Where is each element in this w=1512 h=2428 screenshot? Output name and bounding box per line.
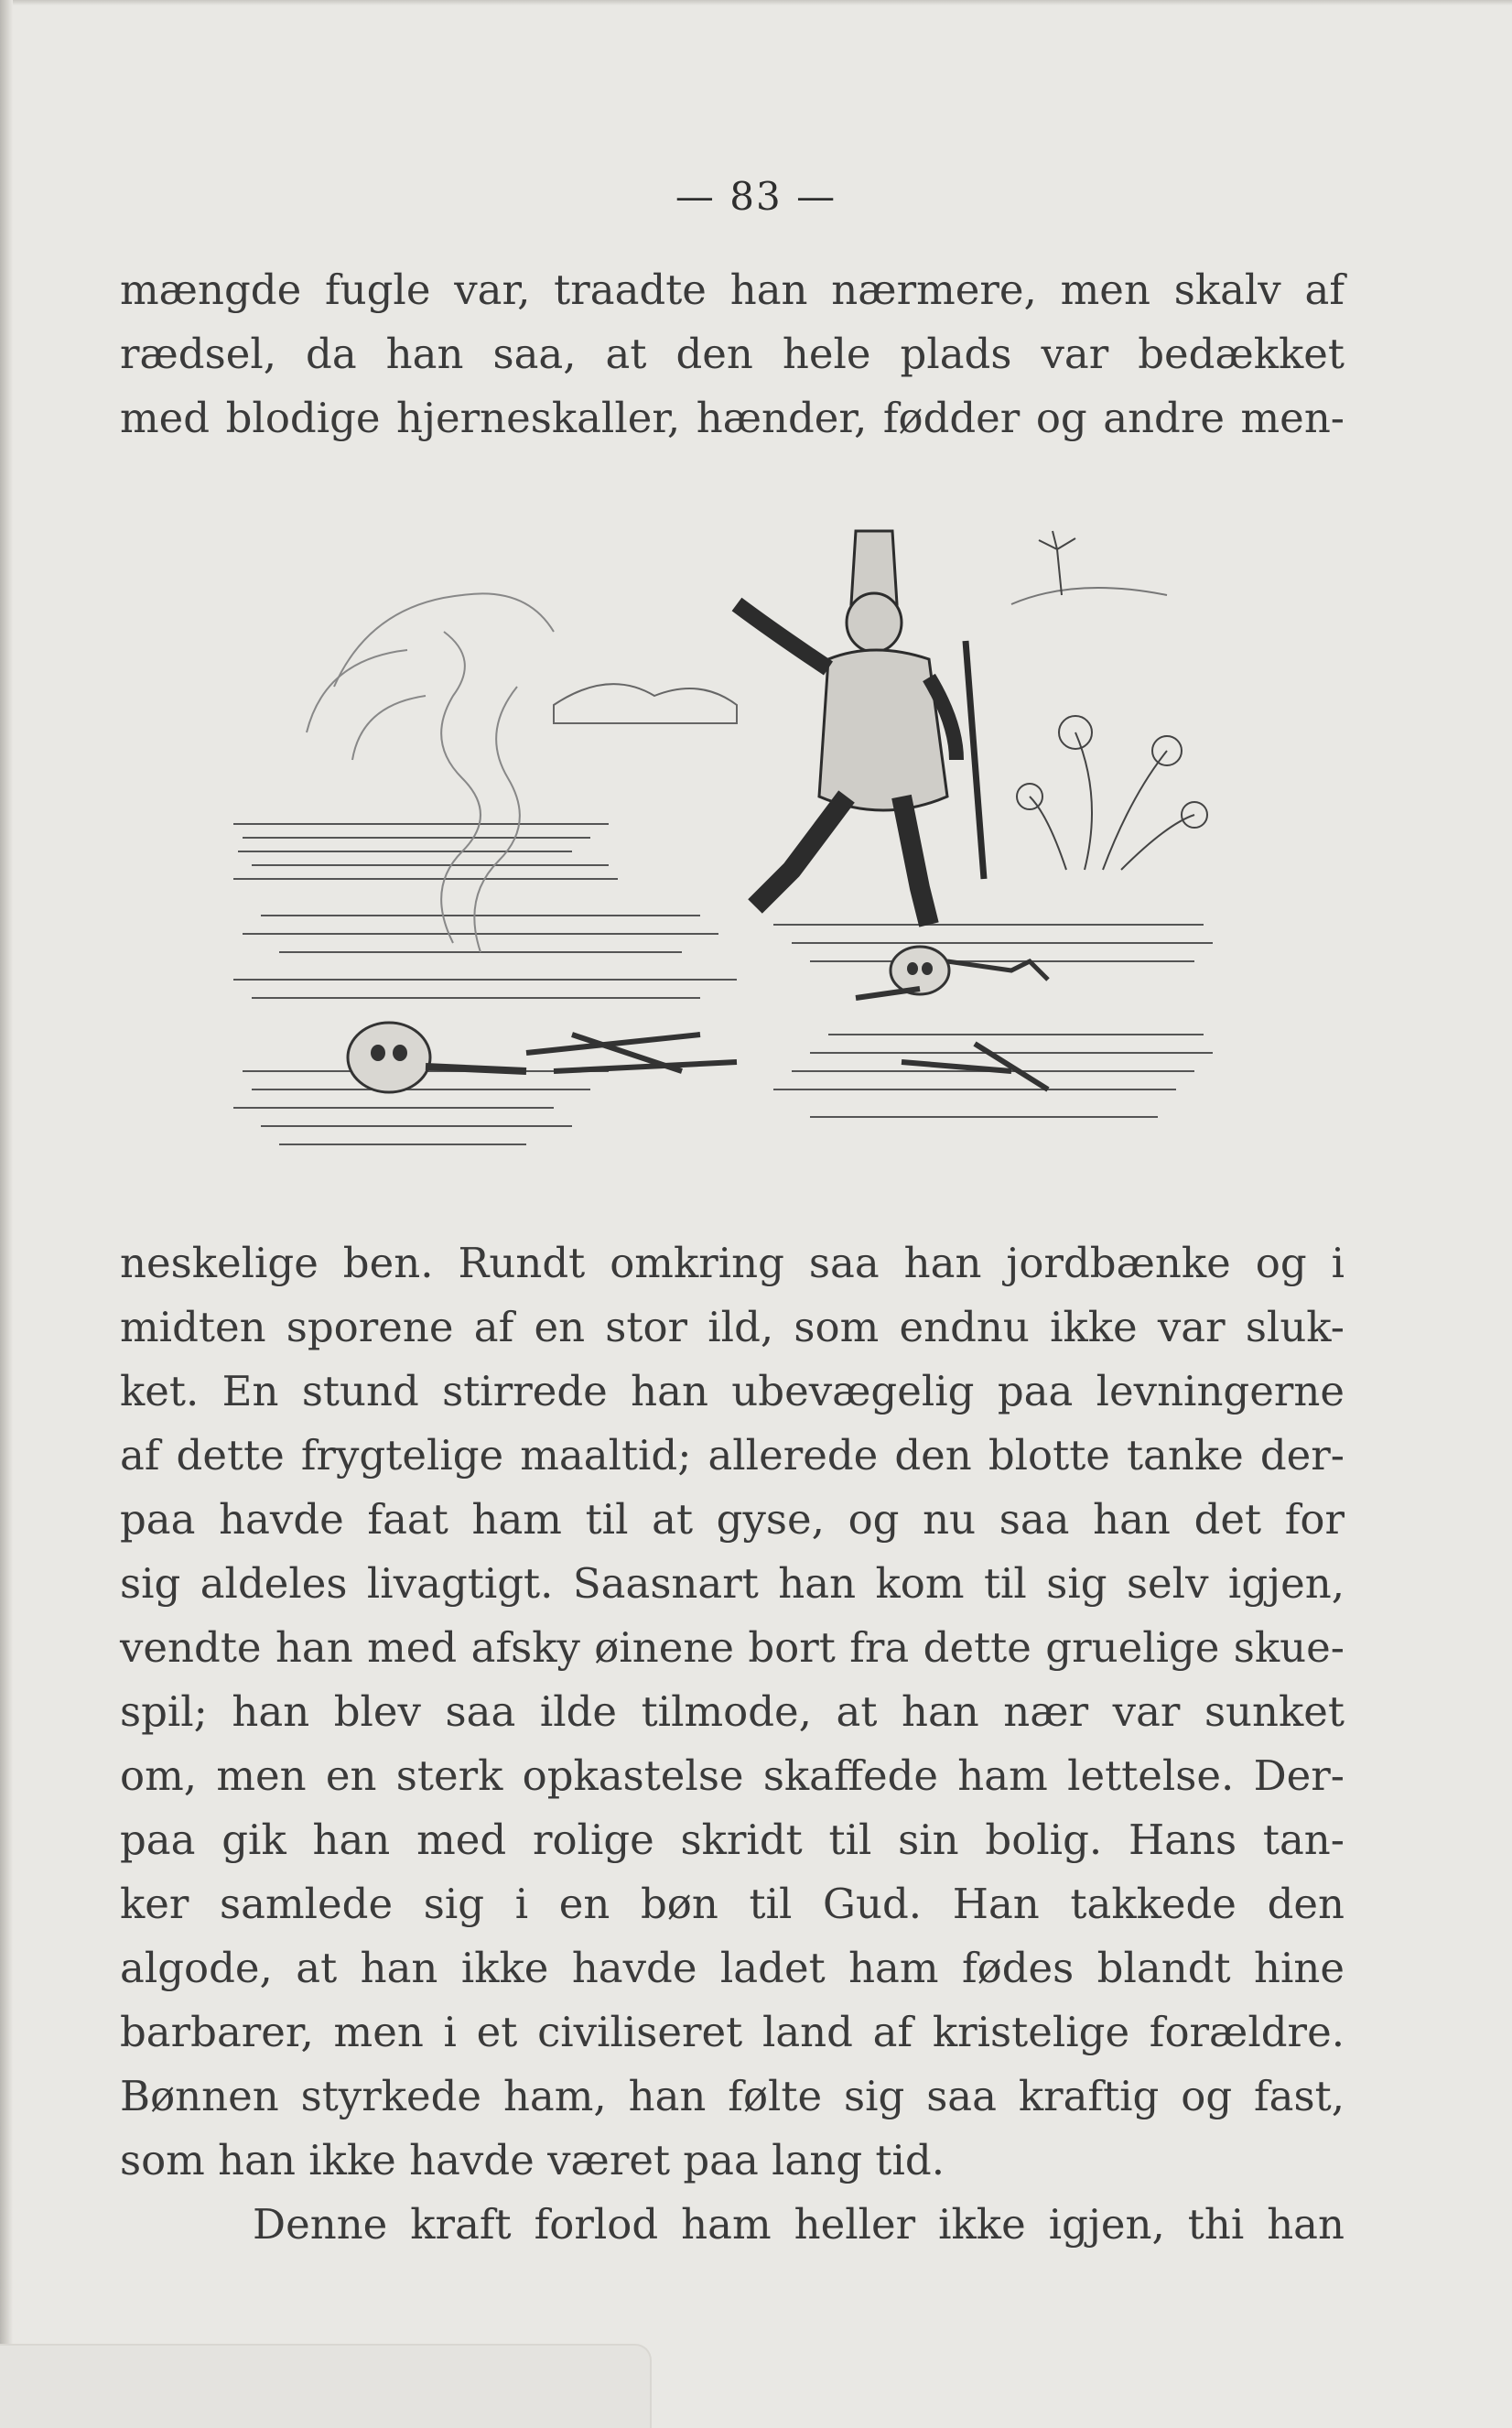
palm-tree [1039, 531, 1075, 595]
text-line: som han ikke havde været paa lang tid. [120, 2136, 945, 2184]
skull-right [856, 947, 1048, 998]
skull-left [348, 1023, 526, 1092]
text-line: ker samlede sig i en bøn til Gud. Han takkede den [120, 1880, 1345, 1928]
text-line: af dette frygtelige maaltid; allerede den blotte tanke der- [120, 1431, 1345, 1480]
text-line: vendte han med afsky øinene bort fra dette gruelige skue- [120, 1623, 1345, 1672]
text-line: Bønnen styrkede ham, han følte sig saa kraftig og fast, [120, 2072, 1345, 2120]
text-line: neskelige ben. Rundt omkring saa han jordbænke og i [120, 1239, 1345, 1287]
text-line: midten sporene af en stor ild, som endnu ikke var sluk- [120, 1303, 1345, 1351]
ground-hatching [233, 824, 1213, 1144]
paragraph-top [120, 258, 1345, 450]
figure [737, 531, 984, 925]
hill [1011, 588, 1167, 604]
text-line: sig aldeles livagtigt. Saasnart han kom til sig selv igjen, [120, 1559, 1345, 1608]
text-line: ket. En stund stirrede han ubevægelig paa levningerne [120, 1367, 1345, 1415]
text-line-indented: Denne kraft forlod ham heller ikke igjen, thi han [253, 2200, 1345, 2249]
page-edge-left [0, 0, 13, 2426]
text-line: mængde fugle var, traadte han nærmere, men skalv af [120, 266, 1345, 314]
text-line: rædsel, da han saa, at den hele plads var bedækket [120, 330, 1345, 378]
text-line: paa havde faat ham til at gyse, og nu saa han det for [120, 1495, 1345, 1544]
text-line: spil; han blev saa ilde tilmode, at han nær var sunket [120, 1687, 1345, 1736]
bones [902, 1044, 1048, 1089]
bush [1017, 716, 1207, 870]
hill [554, 684, 737, 723]
text-line: algode, at han ikke havde ladet ham fødes blandt hine [120, 1944, 1345, 1992]
text-line: med blodige hjerneskaller, hænder, fødder og andre men- [120, 394, 1345, 442]
paragraph-bottom [120, 1231, 1345, 2257]
engraving-illustration [224, 522, 1231, 1163]
text-line: paa gik han med rolige skridt til sin bolig. Hans tan- [120, 1816, 1345, 1864]
page-number: — 83 — [675, 174, 837, 219]
page-edge-top [0, 0, 1512, 5]
text-line: om, men en sterk opkastelse skaffede ham lettelse. Der- [120, 1751, 1345, 1800]
text-line: barbarer, men i et civiliseret land af kristelige forældre. [120, 2008, 1345, 2056]
smoke [307, 593, 554, 952]
fire-logs [526, 1035, 737, 1071]
page-fold-mark [0, 2344, 652, 2428]
